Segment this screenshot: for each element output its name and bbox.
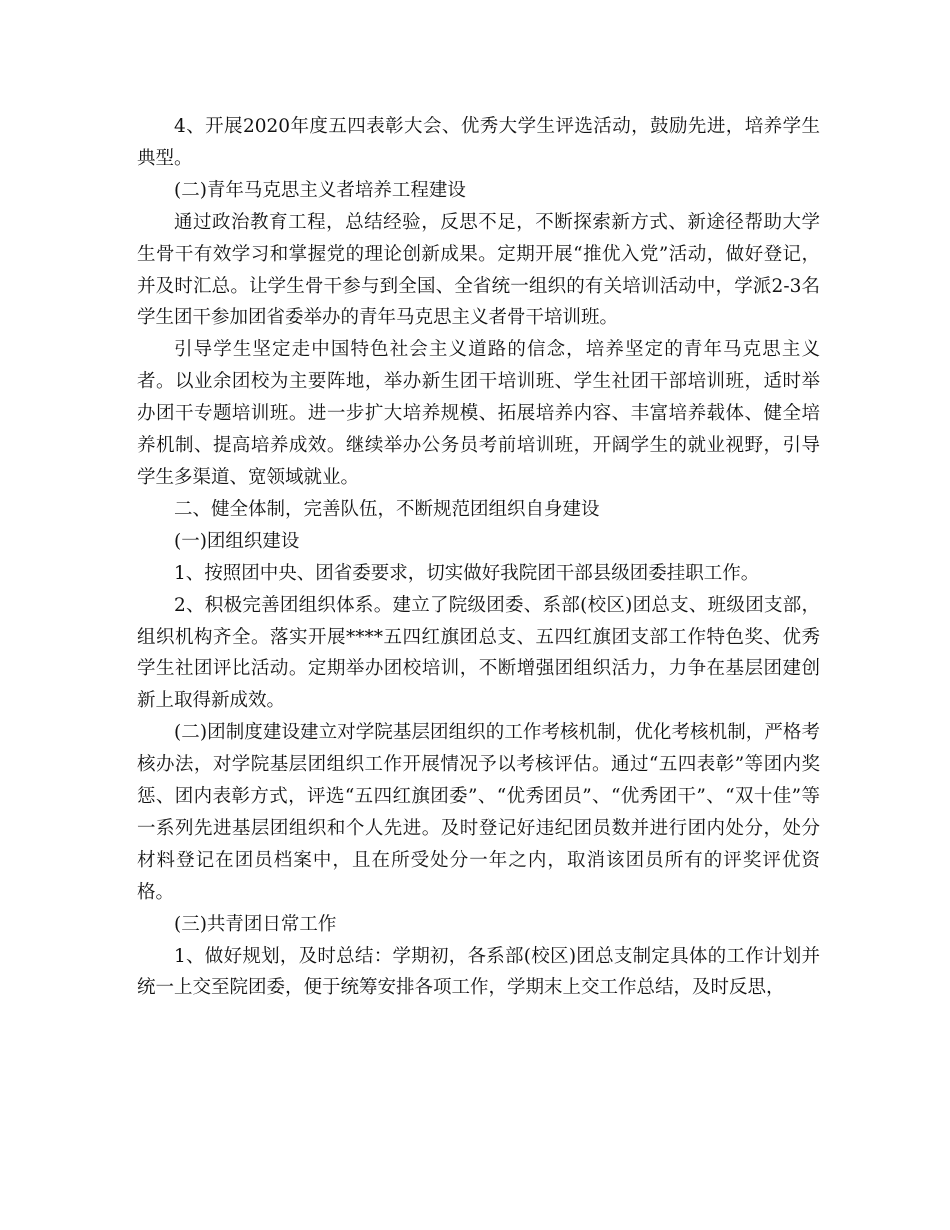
document-body bbox=[137, 111, 820, 1004]
section-heading-youth-marxist: (二)青年马克思主义者培养工程建设 bbox=[174, 179, 466, 201]
paragraph-3: 通过政治教育工程，总结经验，反思不足，不断探索新方式、新途径帮助大学生骨干有效学习和掌握党的理论创新成果。定期开展“推优入党”活动，做好登记，并及时汇总。让学生骨干参与到全国、全省统一组织的有关培训活动中，学派2-3名学生团干参加团省委举办的青年马克思主义者骨干培训班。 bbox=[137, 211, 820, 329]
section-heading-system: 二、健全体制，完善队伍，不断规范团组织自身建设 bbox=[174, 498, 600, 520]
paragraph-11: 1、做好规划，及时总结：学期初，各系部(校区)团总支制定具体的工作计划并统一上交至院团委，便于统筹安排各项工作，学期末上交工作总结，及时反思， bbox=[137, 945, 820, 999]
section-heading-org-building: (一)团组织建设 bbox=[174, 530, 300, 552]
paragraph-7: 1、按照团中央、团省委要求，切实做好我院团干部县级团委挂职工作。 bbox=[174, 562, 760, 584]
paragraph-8: 2、积极完善团组织体系。建立了院级团委、系部(校区)团总支、班级团支部，组织机构齐全。落实开展****五四红旗团总支、五四红旗团支部工作特色奖、优秀学生社团评比活动。定期举办团校培训，不断增强团组织活力，力争在基层团建创新上取得新成效。 bbox=[137, 594, 820, 712]
paragraph-4: 引导学生坚定走中国特色社会主义道路的信念，培养坚定的青年马克思主义者。以业余团校为主要阵地，举办新生团干培训班、学生社团干部培训班，适时举办团干专题培训班。进一步扩大培养规模、拓展培养内容、丰富培养载体、健全培养机制、提高培养成效。继续举办公务员考前培训班，开阔学生的就业视野，引导学生多渠道、宽领域就业。 bbox=[137, 339, 820, 488]
section-heading-daily-work: (三)共青团日常工作 bbox=[174, 913, 337, 935]
paragraph-9: (二)团制度建设建立对学院基层团组织的工作考核机制，优化考核机制，严格考核办法，对学院基层团组织工作开展情况予以考核评估。通过“五四表彰”等团内奖惩、团内表彰方式，评选“五四红旗团委”、“优秀团员”、“优秀团干”、“双十佳”等一系列先进基层团组织和个人先进。及时登记好违纪团员数并进行团内处分，处分材料登记在团员档案中，且在所受处分一年之内，取消该团员所有的评奖评优资格。 bbox=[137, 722, 820, 903]
paragraph-1: 4、开展2020年度五四表彰大会、优秀大学生评选活动，鼓励先进，培养学生典型。 bbox=[137, 116, 820, 169]
